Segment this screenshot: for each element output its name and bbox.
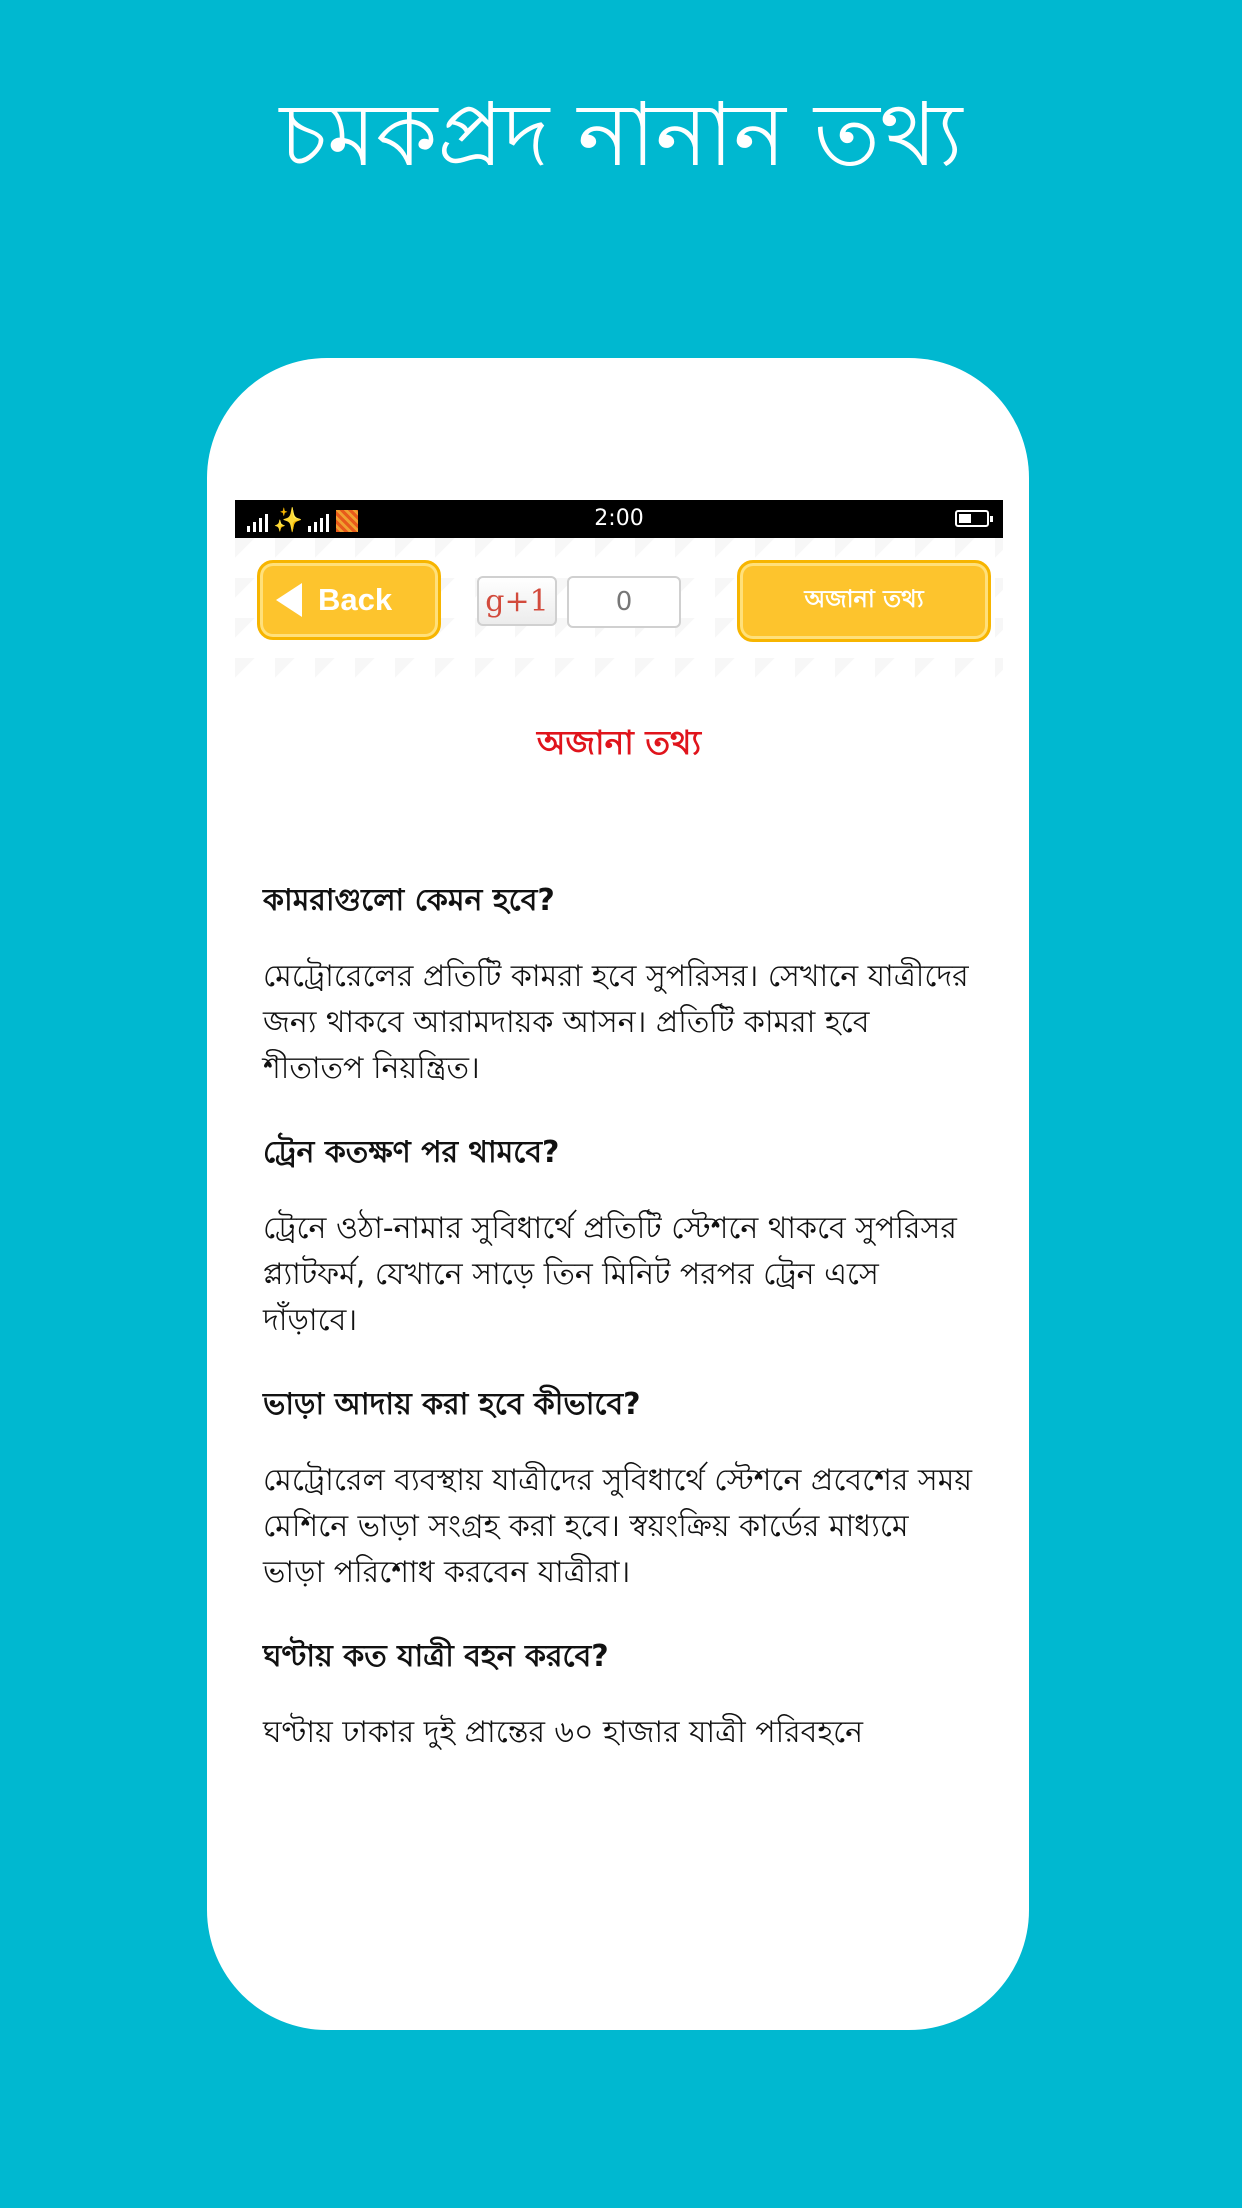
question-heading: ভাড়া আদায় করা হবে কীভাবে? <box>263 1387 641 1422</box>
network-icon: ✨ <box>273 506 303 534</box>
question-heading: ট্রেন কতক্ষণ পর থামবে? <box>263 1135 560 1170</box>
plus-count: 0 <box>567 576 681 628</box>
back-label: Back <box>318 582 393 617</box>
status-time: 2:00 <box>594 506 644 531</box>
app-screen <box>235 500 1003 1858</box>
back-button[interactable] <box>257 560 441 640</box>
google-plus-button[interactable]: g+1 <box>477 576 557 626</box>
section-title: অজানা তথ্য <box>536 723 702 762</box>
promo-title: চমকপ্রদ নানান তথ্য <box>279 83 963 186</box>
battery-icon <box>955 510 989 527</box>
answer-paragraph: ট্রেনে ওঠা-নামার সুবিধার্থে প্রতিটি স্টেশনে থাকবে সুপরিসর প্ল্যাটফর্ম, যেখানে সাড়ে তিন মিনিট পরপর ট্রেন এসে দাঁড়াবে। <box>263 1211 957 1338</box>
back-arrow-icon <box>276 583 302 617</box>
answer-paragraph: ঘণ্টায় ঢাকার দুই প্রান্তের ৬০ হাজার যাত্রী পরিবহনে <box>263 1715 864 1750</box>
toolbar <box>235 538 1003 678</box>
answer-paragraph: মেট্রোরেলের প্রতিটি কামরা হবে সুপরিসর। সেখানে যাত্রীদের জন্য থাকবে আরামদায়ক আসন। প্রতিটি কামরা হবে শীতাতপ নিয়ন্ত্রিত। <box>263 959 969 1086</box>
question-heading: কামরাগুলো কেমন হবে? <box>263 883 555 918</box>
status-bar <box>235 500 1003 538</box>
answer-paragraph: মেট্রোরেল ব্যবস্থায় যাত্রীদের সুবিধার্থে স্টেশনে প্রবেশের সময় মেশিনে ভাড়া সংগ্রহ করা হবে। স্বয়ংক্রিয় কার্ডের মাধ্যমে ভাড়া পরিশোধ করবেন যাত্রীরা। <box>263 1463 973 1590</box>
question-heading: ঘণ্টায় কত যাত্রী বহন করবে? <box>263 1639 609 1674</box>
article-content <box>263 678 975 1794</box>
category-button[interactable]: অজানা তথ্য <box>737 560 991 642</box>
article-body <box>263 878 975 1756</box>
